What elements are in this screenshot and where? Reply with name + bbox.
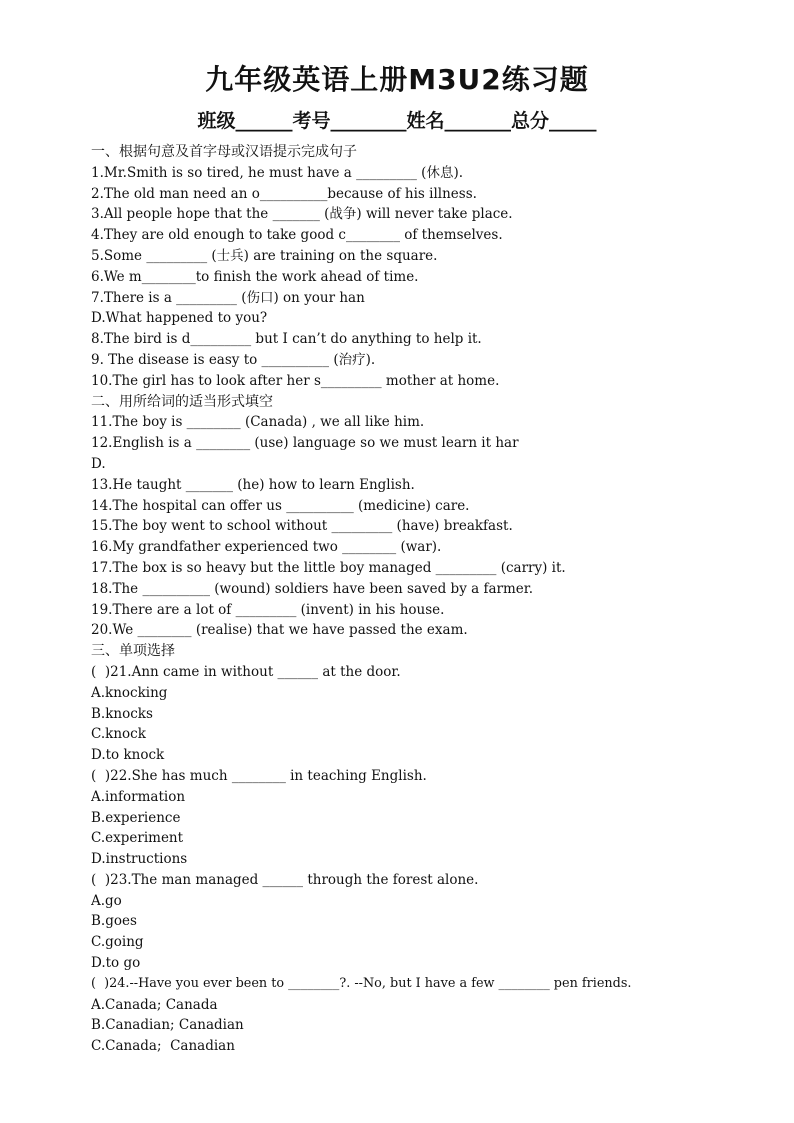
exercise-line: 3.All people hope that the _______ (战争) will never take place. [91,206,513,223]
section-heading: 一、根据句意及首字母或汉语提示完成句子 [91,144,357,160]
exercise-line: 10.The girl has to look after her s_________ mother at home. [91,372,500,389]
question-line: ( )21.Ann came in without ______ at the door. [91,663,401,680]
option-line: D.to go [91,955,141,972]
option-line: C.knock [91,726,146,743]
option-line: B.experience [91,809,181,826]
question-line: ( )22.She has much ________ in teaching English. [91,767,427,784]
question-line: ( )23.The man managed ______ through the forest alone. [91,871,479,888]
exercise-body [91,142,754,1057]
exercise-line: 1.Mr.Smith is so tired, he must have a _________ (休息). [91,164,464,181]
exercise-line: 7.There is a _________ (伤口) on your han [91,289,365,306]
exercise-line: D. [91,455,106,472]
option-line: D.instructions [91,851,188,868]
question-line: ( )24.--Have you ever been to ________?. --No, but I have a few ________ pen friends. [91,975,632,991]
exercise-line: 18.The __________ (wound) soldiers have been saved by a farmer. [91,580,534,597]
exercise-line: 19.There are a lot of _________ (invent) in his house. [91,601,445,618]
section-heading: 三、单项选择 [91,643,175,660]
exercise-line: 5.Some _________ (士兵) are training on the square. [91,247,438,264]
option-line: B.knocks [91,705,153,722]
exercise-line: 4.They are old enough to take good c________ of themselves. [91,227,503,244]
exercise-line: 2.The old man need an o__________because of his illness. [91,185,477,202]
exercise-line: 11.The boy is ________ (Canada) , we all like him. [91,414,425,431]
exercise-line: 9. The disease is easy to __________ (治疗). [91,351,376,368]
exercise-line: 14.The hospital can offer us __________ (medicine) care. [91,497,470,514]
option-line: B.Canadian; Canadian [91,1017,244,1034]
option-line: C.experiment [91,830,184,847]
option-line: C.Canada; Canadian [91,1038,235,1055]
option-line: A.knocking [91,684,168,701]
exercise-line: 20.We ________ (realise) that we have passed the exam. [91,622,468,639]
section-heading: 二、用所给词的适当形式填空 [91,393,273,410]
option-line: D.to knock [91,747,165,764]
student-info-line: 班级______考号________姓名_______总分_____ [197,110,597,132]
option-line: A.Canada; Canada [91,996,218,1013]
exercise-line: 8.The bird is d_________ but I can’t do anything to help it. [91,331,482,348]
exercise-line: 16.My grandfather experienced two ________ (war). [91,539,442,556]
option-line: B.goes [91,913,137,930]
option-line: A.information [91,788,186,805]
exercise-line: 12.English is a ________ (use) language so we must learn it har [91,435,519,452]
page-title: 九年级英语上册M3U2练习题 [205,63,589,96]
exercise-line: D.What happened to you? [91,310,268,327]
exercise-line: 15.The boy went to school without _________ (have) breakfast. [91,518,513,535]
exercise-line: 17.The box is so heavy but the little boy managed _________ (carry) it. [91,559,566,576]
option-line: A.go [91,892,122,909]
exercise-line: 13.He taught _______ (he) how to learn English. [91,476,415,493]
option-line: C.going [91,934,144,951]
exercise-line: 6.We m________to finish the work ahead of time. [91,268,419,285]
